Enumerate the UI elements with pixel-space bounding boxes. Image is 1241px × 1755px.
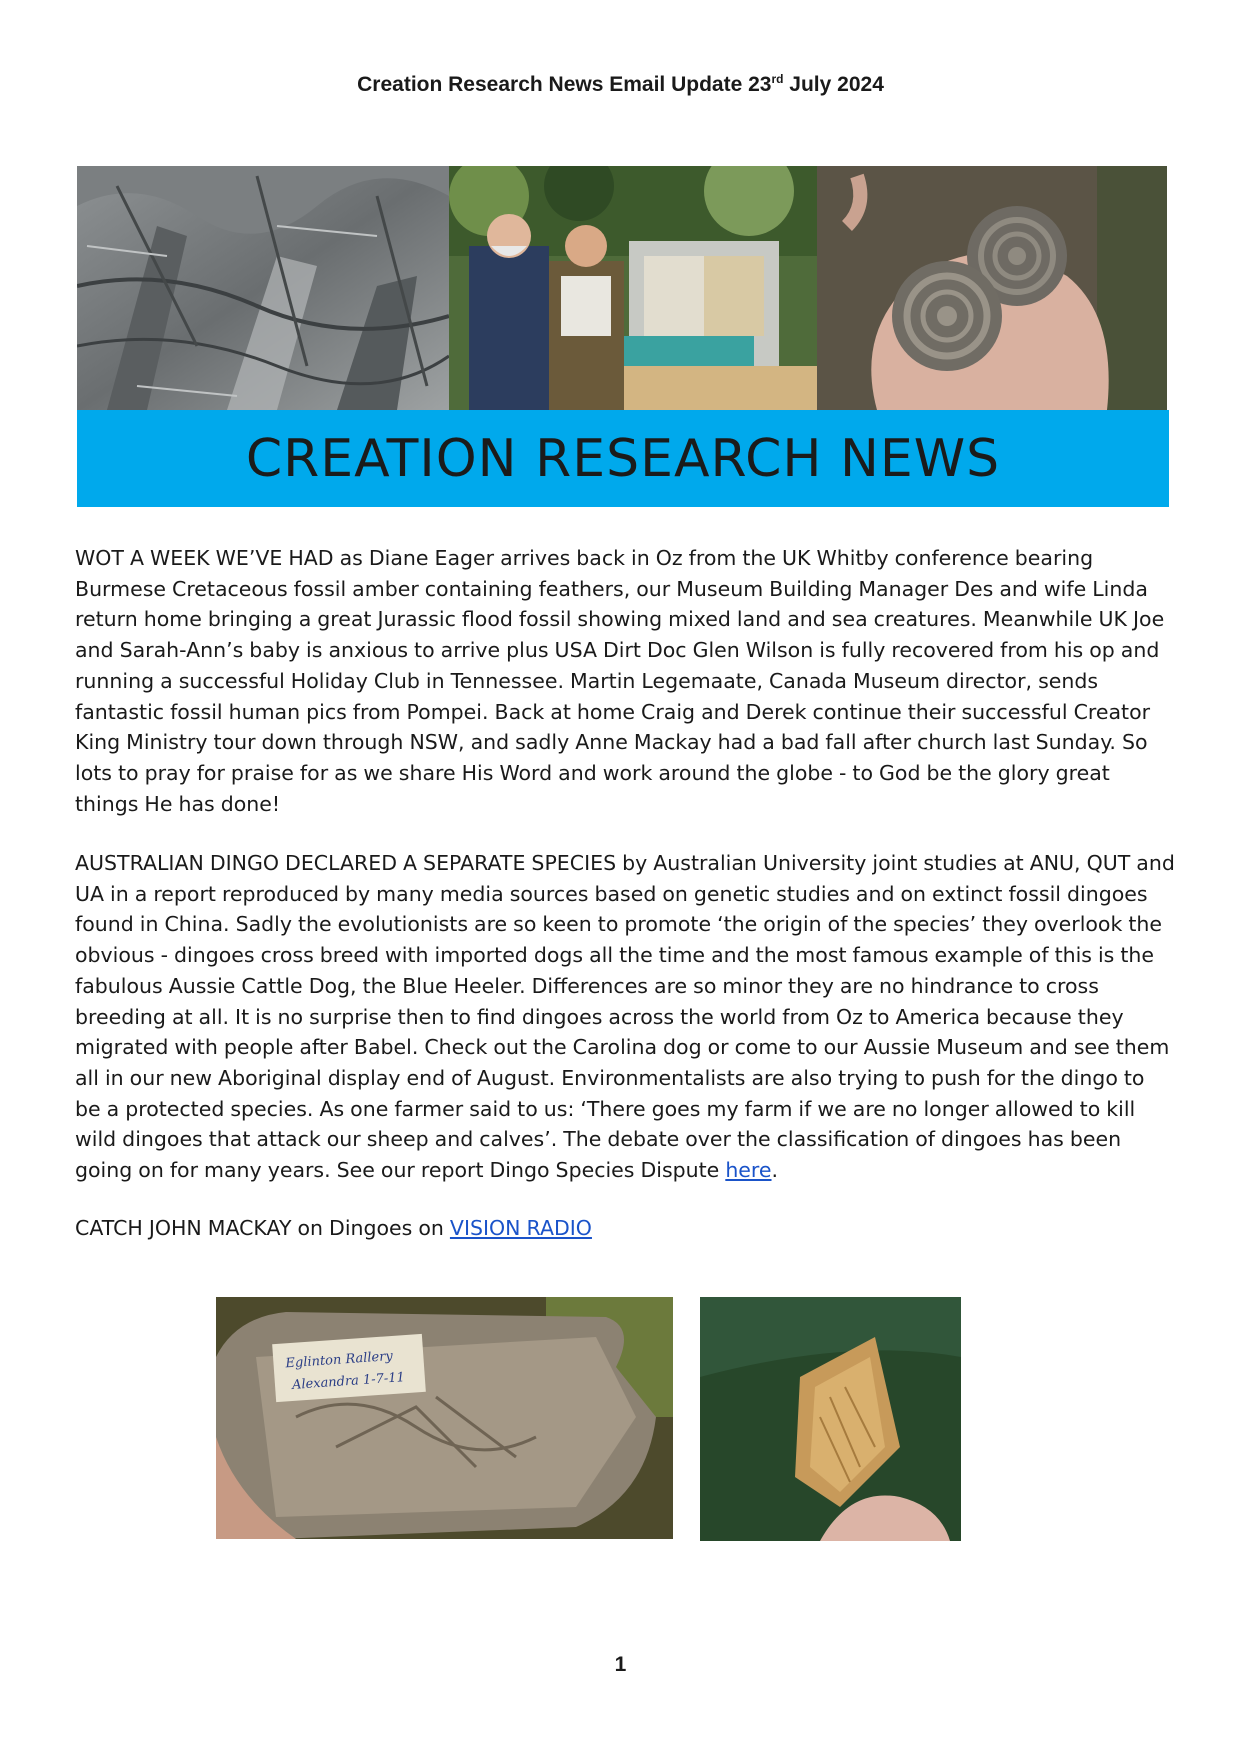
dingo-text: AUSTRALIAN DINGO DECLARED A SEPARATE SPECIES by Australian University joint studies at ANU, QUT and UA in a report reproduced by many media sources based on genetic studies and on extinct fossil dingoes found in China. Sadly the evolutionists are so keen to promote ‘the origin of the species’ they overlook the obvious - dingoes cross breed with imported dogs all the time and the most famous example of this is the fabulous Aussie Cattle Dog, the Blue Heeler. Differences are so minor they are no hindrance to cross breeding at all. It is no surprise then to find dingoes across the world from Oz to America because they migrated with people after Babel. Check out the Carolina dog or come to our Aussie Museum and see them all in our new Aboriginal display end of August. Environmentalists are also trying to push for the dingo to be a protected species. As one farmer said to us: ‘There goes my farm if we are no longer allowed to kill wild dingoes that attack our sheep and calves’. The debate over the classification of dingoes has been going on for many years. See our report Dingo Species Dispute bbox=[75, 851, 1175, 1183]
radio-text: CATCH JOHN MACKAY on Dingoes on bbox=[75, 1216, 450, 1240]
dingo-text-end: . bbox=[771, 1158, 779, 1183]
fossil-slab-photo bbox=[216, 1297, 673, 1539]
banner-photos bbox=[77, 166, 1167, 410]
banner bbox=[77, 166, 1169, 507]
news-paragraph-dingo bbox=[75, 848, 1175, 1186]
dingo-report-link[interactable]: here bbox=[725, 1158, 772, 1183]
page-title: Creation Research News Email Update 23rd July 2024 bbox=[357, 72, 884, 96]
vision-radio-link[interactable]: VISION RADIO bbox=[449, 1216, 592, 1240]
banner-heading: CREATION RESEARCH NEWS bbox=[245, 428, 1001, 489]
specimen-label-line1: Eglinton Rallery bbox=[285, 1348, 394, 1372]
banner-heading-bar bbox=[77, 410, 1169, 507]
two-men-with-crate-photo bbox=[449, 166, 817, 410]
rock-strata-photo bbox=[77, 166, 449, 410]
news-paragraph-radio bbox=[75, 1213, 1175, 1244]
specimen-label-line2: Alexandra 1-7-11 bbox=[291, 1370, 406, 1393]
ammonite-fossils-in-hand-photo bbox=[817, 166, 1167, 410]
news-paragraph-week: WOT A WEEK WE’VE HAD as Diane Eager arrives back in Oz from the UK Whitby conference bearing Burmese Cretaceous fossil amber containing feathers, our Museum Building Manager Des and wife Linda return home bringing a great Jurassic flood fossil showing mixed land and sea creatures. Meanwhile UK Joe and Sarah-Ann’s baby is anxious to arrive plus USA Dirt Doc Glen Wilson is fully recovered from his op and running a successful Holiday Club in Tennessee. Martin Legemaate, Canada Museum director, sends fantastic fossil human pics from Pompei. Back at home Craig and Derek continue their successful Creator King Ministry tour down through NSW, and sadly Anne Mackay had a bad fall after church last Sunday. So lots to pray for praise for as we share His Word and work around the globe - to God be the glory great things He has done! bbox=[75, 546, 1165, 816]
page-number: 1 bbox=[614, 1653, 627, 1676]
small-fossil-photo bbox=[700, 1297, 961, 1541]
